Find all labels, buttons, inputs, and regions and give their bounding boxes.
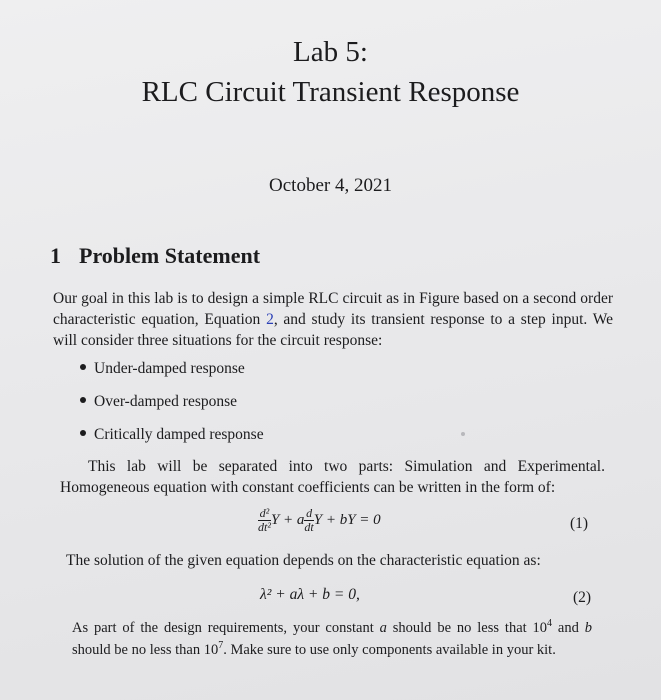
bullet-icon xyxy=(80,430,86,436)
fraction-numerator: d² xyxy=(259,506,270,520)
list-item-text: Under-damped response xyxy=(94,360,245,377)
equation-1-middle: Y + a xyxy=(270,511,305,528)
var-a: a xyxy=(379,619,387,636)
paragraph-intro xyxy=(53,288,613,351)
document-date: October 4, 2021 xyxy=(269,175,392,196)
list-item-text: Critically damped response xyxy=(94,426,264,443)
equation-2: λ² + aλ + b = 0, xyxy=(260,586,360,603)
fraction-denominator: dt xyxy=(304,520,314,534)
exponent-7: 7 xyxy=(218,639,224,651)
list-item xyxy=(80,426,264,444)
fraction-denominator: dt² xyxy=(258,520,271,534)
fraction-d-dt xyxy=(304,507,313,534)
list-item xyxy=(80,360,245,378)
paragraph-parts: This lab will be separated into two parts: Simulation and Experimental. Homogeneous equation with constant coefficients can be written in the form of: xyxy=(60,458,605,496)
title-line-1: Lab 5: xyxy=(293,36,368,68)
list-item-text: Over-damped response xyxy=(94,393,238,410)
section-heading xyxy=(50,243,260,269)
bullet-icon xyxy=(80,364,86,370)
paragraph-intro-text-a: Our goal in this lab is to design a simple RLC circuit as in Figure based on a second order characteristic equation, Equation xyxy=(53,290,613,328)
paragraph-intro-text-b: , and study its transient response to a step input. We will consider three situations for the circuit response: xyxy=(53,311,613,349)
fraction-numerator: d xyxy=(306,506,313,520)
equation-2-number: (2) xyxy=(573,589,592,606)
title-line-2: RLC Circuit Transient Response xyxy=(141,76,520,108)
paper-speck xyxy=(461,432,465,436)
equation-reference-link[interactable]: 2 xyxy=(266,311,274,328)
equation-1-end: Y + bY = 0 xyxy=(313,511,381,528)
req-text-c: and xyxy=(552,619,585,636)
exponent-4: 4 xyxy=(547,618,553,629)
equation-1-number: (1) xyxy=(570,515,589,532)
var-b: b xyxy=(584,619,593,636)
req-text-e: . Make sure to use only components available in your kit. xyxy=(223,641,556,658)
fraction-d2-dt2 xyxy=(258,507,271,534)
paragraph-requirements xyxy=(72,615,592,659)
equation-1 xyxy=(258,507,381,534)
section-number: 1 xyxy=(50,243,61,268)
bullet-icon xyxy=(80,397,86,403)
paragraph-solution: The solution of the given equation depends on the characteristic equation as: xyxy=(66,552,541,569)
list-item xyxy=(80,393,237,411)
section-title: Problem Statement xyxy=(79,243,261,268)
req-text-a: As part of the design requirements, your constant xyxy=(72,619,380,636)
req-text-b: should be no less that 10 xyxy=(386,619,548,636)
req-text-d: should be no less than 10 xyxy=(72,641,219,658)
